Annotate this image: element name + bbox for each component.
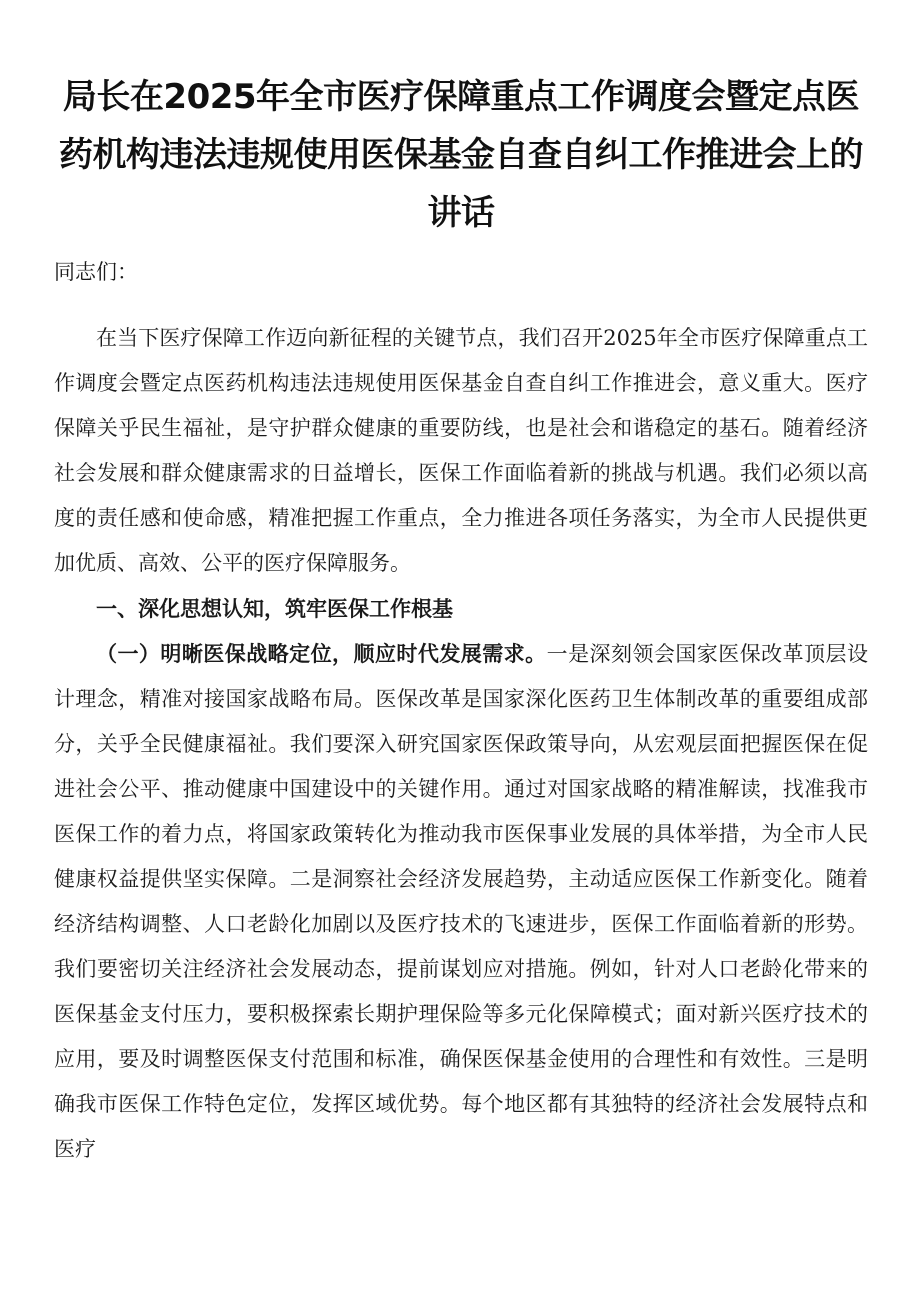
document-title: 局长在2025年全市医疗保障重点工作调度会暨定点医药机构违法违规使用医保基金自查自纠工作推进会上的讲话 bbox=[59, 77, 863, 233]
section-heading-1: 一、深化思想认知，筑牢医保工作根基 bbox=[96, 596, 453, 621]
salutation: 同志们： bbox=[54, 260, 138, 284]
intro-paragraph: 在当下医疗保障工作迈向新征程的关键节点，我们召开2025年全市医疗保障重点工作调度会暨定点医药机构违法违规使用医保基金自查自纠工作推进会，意义重大。医疗保障关乎民生福祉，是守护群众健康的重要防线，也是社会和谐稳定的基石。随着经济社会发展和群众健康需求的日益增长，医保工作面临着新的挑战与机遇。我们必须以高度的责任感和使命感，精准把握工作重点，全力推进各项任务落实，为全市人民提供更加优质、高效、公平的医疗保障服务。 bbox=[54, 326, 868, 575]
subsection-paragraph-1 bbox=[54, 631, 868, 1172]
subsection-text: 一是深刻领会国家医保改革顶层设计理念，精准对接国家战略布局。医保改革是国家深化医药卫生体制改革的重要组成部分，关乎全民健康福祉。我们要深入研究国家医保政策导向，从宏观层面把握医保在促进社会公平、推动健康中国建设中的关键作用。通过对国家战略的精准解读，找准我市医保工作的着力点，将国家政策转化为推动我市医保事业发展的具体举措，为全市人民健康权益提供坚实保障。二是洞察社会经济发展趋势，主动适应医保工作新变化。随着经济结构调整、人口老龄化加剧以及医疗技术的飞速进步，医保工作面临着新的形势。我们要密切关注经济社会发展动态，提前谋划应对措施。例如，针对人口老龄化带来的医保基金支付压力，要积极探索长期护理保险等多元化保障模式；面对新兴医疗技术的应用，要及时调整医保支付范围和标准，确保医保基金使用的合理性和有效性。三是明确我市医保工作特色定位，发挥区域优势。每个地区都有其独特的经济社会发展特点和医疗 bbox=[54, 642, 869, 1161]
subsection-lead: （一）明晰医保战略定位，顺应时代发展需求。 bbox=[96, 641, 547, 666]
